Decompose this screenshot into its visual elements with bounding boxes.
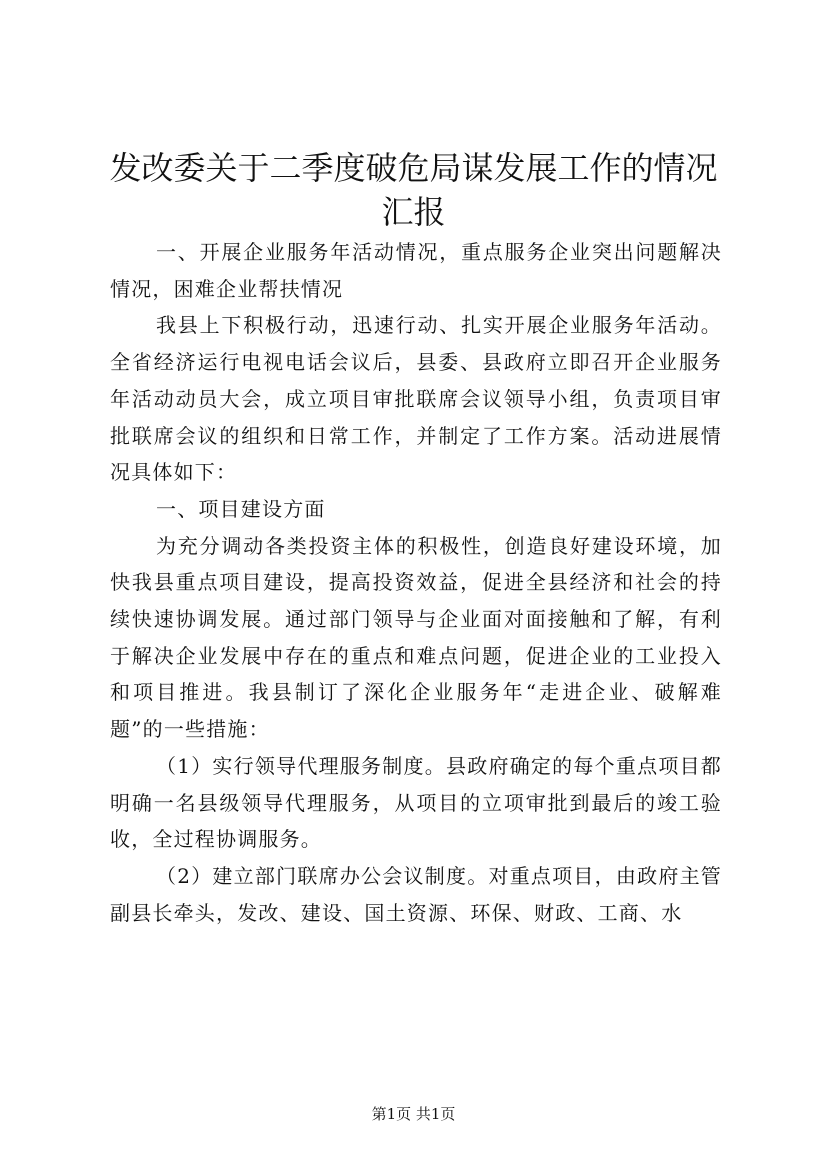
list-item: （2）建立部门联席办公会议制度。对重点项目，由政府主管副县长牵头，发改、建设、国土资源、环保、财政、工商、水 xyxy=(110,863,722,925)
page-number: 第1页 共1页 xyxy=(371,1105,456,1123)
section-heading: 一、项目建设方面 xyxy=(156,496,326,521)
paragraph: 为充分调动各类投资主体的积极性，创造良好建设环境，加快我县重点项目建设，提高投资效益，促进全县经济和社会的持续快速协调发展。通过部门领导与企业面对面接触和了解，有利于解决企业发展中存在的重点和难点问题，促进企业的工业投入和项目推进。我县制订了深化企业服务年“走进企业、破解难题”的一些措施： xyxy=(110,533,722,742)
section-heading: 一、开展企业服务年活动情况，重点服务企业突出问题解决情况，困难企业帮扶情况 xyxy=(110,240,722,301)
paragraph: 我县上下积极行动，迅速行动、扎实开展企业服务年活动。全省经济运行电视电话会议后，县委、县政府立即召开企业服务年活动动员大会，成立项目审批联席会议领导小组，负责项目审批联席会议的组织和日常工作，并制定了工作方案。活动进展情况具体如下： xyxy=(110,313,722,485)
document-title: 发改委关于二季度破危局谋发展工作的情况汇报 xyxy=(109,149,718,231)
document-body xyxy=(110,234,722,931)
list-item: （1）实行领导代理服务制度。县政府确定的每个重点项目都明确一名县级领导代理服务，从项目的立项审批到最后的竣工验收，全过程协调服务。 xyxy=(110,753,722,852)
